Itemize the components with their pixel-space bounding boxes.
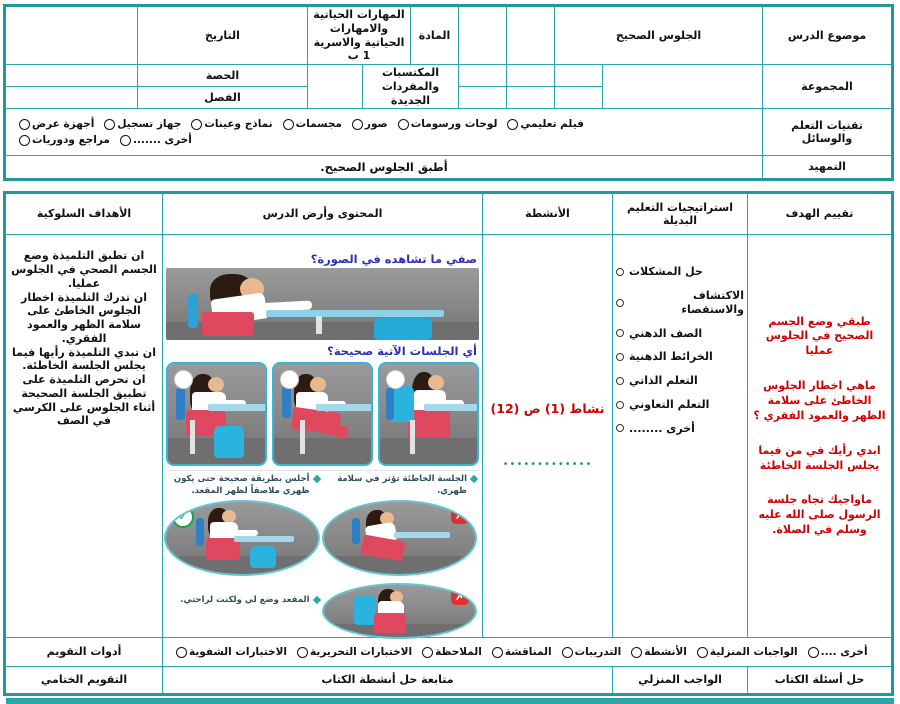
chair-back (196, 518, 204, 546)
media-option-solids[interactable] (283, 118, 342, 131)
header-row-topic (4, 6, 892, 65)
intro-row (4, 156, 892, 180)
topic-blank-2[interactable] (459, 6, 507, 65)
textbook-text-right (168, 473, 320, 498)
assessment-grid (166, 646, 888, 659)
assessment-option-homework[interactable] (697, 646, 798, 659)
media-option-label: جهاز تسجيل (117, 117, 182, 130)
strategy-item-discovery[interactable] (616, 289, 744, 317)
objective-item: ان تحرص التلميذة على تطبيق الجلسة الصحيحة أثناء الجلوس على الكرسي في الصف (12, 373, 156, 428)
class-cell-2[interactable] (507, 87, 555, 109)
class-cell-1[interactable] (555, 87, 603, 109)
goal-eval-item: ابدي رأيك في من فيما يجلس الجلسة الخاطئة (758, 443, 881, 472)
final-eval-label: التقويم الختامي (5, 667, 163, 695)
class-value[interactable] (4, 87, 137, 109)
media-options (4, 109, 762, 156)
photo-correct-posture (164, 500, 320, 576)
chair-back (176, 388, 185, 420)
media-grid-second-line (9, 134, 759, 147)
desk-leg (410, 420, 415, 454)
assessment-option-discussion[interactable] (492, 646, 552, 659)
photo-slouching-posture (166, 268, 479, 340)
bottom-accent-strip (6, 698, 894, 704)
head (310, 377, 326, 392)
media-grid (9, 118, 759, 131)
checkbox-icon[interactable] (191, 119, 202, 130)
textbook-bottom-left (326, 580, 478, 639)
column-header-strategies: استراتيجيات التعليم البديلة (613, 193, 748, 235)
textbook-bottom-right (168, 580, 320, 639)
assessment-option-label: الواجبات المنزلية (709, 645, 798, 658)
column-header-activities: الأنشطة (483, 193, 613, 235)
objective-item: ان تبدي التلميذة رأيها فيما يجلس الجلسة الخاطئة. (12, 345, 156, 373)
school-bag (250, 546, 276, 568)
checkbox-icon[interactable] (507, 119, 518, 130)
media-option-projector[interactable] (19, 118, 94, 131)
checkbox-icon[interactable] (562, 647, 573, 658)
assessment-option-other[interactable] (808, 646, 868, 659)
posture-option-2[interactable] (272, 362, 373, 466)
media-option-label: أخرى ....... (132, 133, 192, 146)
body-header-row (5, 193, 893, 235)
student-figure (196, 272, 346, 340)
goal-eval-item: ماهي اخطار الجلوس الخاطئ على سلامة الظهر والعمود الفقري ؟ (753, 379, 886, 422)
content-question-1: صفي ما تشاهده في الصورة؟ (310, 251, 477, 266)
textbook-bottom-row (168, 580, 477, 639)
media-option-pictures[interactable] (352, 118, 388, 131)
new-vocab-label: المكتسبات والمفردات الجديدة (363, 65, 459, 109)
goal-eval-cell (748, 235, 893, 638)
assessment-option-observation[interactable] (422, 646, 482, 659)
assessment-option-label: الأنشطة (644, 645, 687, 658)
vocab-blank[interactable] (307, 65, 362, 109)
chair-back (352, 518, 360, 544)
assessment-option-label: الاختبارات التحريرية (310, 645, 413, 658)
media-option-models[interactable] (191, 118, 272, 131)
body-content-row (5, 235, 893, 638)
homework-label: الواجب المنزلي (613, 667, 748, 695)
strategy-item-mind-maps[interactable] (616, 350, 744, 364)
textbook-left-half (326, 473, 478, 577)
group-blank[interactable] (603, 65, 763, 109)
group-cell-3[interactable] (459, 65, 507, 87)
assessment-option-label: الملاحظة (435, 645, 482, 658)
photo-wrong-posture-2 (322, 583, 478, 639)
objectives-cell (5, 235, 163, 638)
homework-value: حل أسئلة الكتاب (748, 667, 893, 695)
objective-item: ان تدرك التلميذة اخطار الجلوس الخاطئ على سلامة الظهر والعمود الفقري. (20, 290, 148, 345)
media-option-label: فيلم تعليمي (520, 117, 584, 130)
desk-top (234, 536, 294, 542)
lesson-topic-value: الجلوس الصحيح (555, 6, 763, 65)
final-eval-row (5, 667, 893, 695)
head (428, 375, 444, 390)
group-cell-1[interactable] (555, 65, 603, 87)
skirt (202, 312, 254, 336)
media-option-recorder[interactable] (104, 118, 181, 131)
strategy-item-problem-solving[interactable] (616, 265, 744, 279)
textbook-text-bottom (168, 580, 320, 606)
checkbox-icon[interactable] (808, 647, 819, 658)
strategy-item-self-learning[interactable] (616, 374, 744, 388)
media-option-label: لوحات ورسومات (410, 117, 498, 130)
goal-eval-item: طبقي وضع الجسم الصحيح في الجلوس عمليا (765, 314, 874, 358)
media-option-label: أجهزة عرض (31, 117, 95, 130)
checkbox-icon[interactable] (398, 119, 409, 130)
strategy-item-cooperative[interactable] (616, 398, 744, 412)
header-row-group (4, 65, 892, 87)
chair-back (282, 386, 291, 418)
checkbox-icon[interactable] (176, 647, 187, 658)
period-label: الحصة (137, 65, 307, 87)
subject-value: المهارات الحياتية والامهارات الحياتية والاسرية 1 ب (307, 6, 410, 65)
answer-circle[interactable] (174, 370, 193, 389)
checkbox-icon[interactable] (297, 647, 308, 658)
strategy-label: الصف الذهني (629, 326, 703, 340)
assessment-option-activities[interactable] (631, 646, 687, 659)
strategy-label: التعلم التعاوني (629, 397, 710, 411)
student-figure (360, 510, 430, 570)
desk-top (266, 310, 444, 317)
skirt (360, 535, 405, 562)
content-question-2: أي الجلسات الآتية صحيحة؟ (327, 344, 477, 359)
strategies-cell (613, 235, 748, 638)
strategy-label: أخرى ........ (629, 421, 695, 435)
textbook-text-left-value: الجلسة الخاطئة تؤثر في سلامة ظهري. (337, 473, 467, 496)
textbook-text-right-value: أجلس بطريقة صحيحة حتى يكون ظهري ملاصقاً لظهر المقعد. (173, 473, 310, 496)
assessment-option-label: أخرى .... (820, 645, 868, 658)
media-option-charts[interactable] (398, 118, 498, 131)
desk-leg (190, 420, 195, 454)
activity-dots: ••••••••••••• (502, 458, 593, 470)
assessment-tools-options (163, 638, 893, 667)
correct-check-icon: ✓ (172, 506, 194, 528)
answer-circle[interactable] (280, 370, 299, 389)
final-eval-value: متابعة حل أنشطة الكتاب (163, 667, 613, 695)
objective-item: ان تطبق التلميذة وضع الجسم الصحي في الجلوس عمليا. (11, 249, 157, 290)
diamond-bullet-icon (312, 474, 320, 482)
intro-value: أطبق الجلوس الصحيح. (4, 156, 762, 180)
textbook-top-row (168, 473, 477, 577)
media-row (4, 109, 892, 156)
intro-label: التمهيد (763, 156, 893, 180)
assessment-option-written[interactable] (297, 646, 412, 659)
column-header-objectives: الأهداف السلوكية (5, 193, 163, 235)
assessment-tools-label: أدوات التقويم (5, 638, 163, 667)
desk-top (424, 404, 477, 411)
checkbox-icon[interactable] (19, 119, 30, 130)
media-option-label: مراجع ودوريات (31, 133, 110, 146)
checkbox-icon[interactable] (104, 119, 115, 130)
bullet-circle-icon (616, 268, 624, 276)
desk-top (316, 404, 371, 411)
checkbox-icon[interactable] (352, 119, 363, 130)
class-cell-3[interactable] (459, 87, 507, 109)
strategy-item-brainstorm[interactable] (616, 327, 744, 341)
skirt (374, 613, 406, 633)
bullet-circle-icon (616, 353, 624, 361)
strategy-label: الخرائط الذهنية (629, 350, 713, 364)
assessment-option-oral[interactable] (176, 646, 287, 659)
checkbox-icon[interactable] (19, 135, 30, 146)
checkbox-icon[interactable] (422, 647, 433, 658)
wrong-cross-icon: ✗ (451, 506, 469, 524)
diamond-bullet-icon (312, 596, 320, 604)
media-option-references[interactable] (19, 134, 110, 147)
wrong-cross-icon: ✗ (451, 587, 469, 605)
date-label: التاريخ (137, 6, 307, 65)
header-table (3, 4, 894, 181)
media-option-label: صور (364, 117, 388, 130)
checkbox-icon[interactable] (283, 119, 294, 130)
media-label: تقنيات التعلم والوسائل (763, 109, 893, 156)
strategy-label: الاكتشاف والاستقصاء (681, 289, 744, 316)
media-option-film[interactable] (507, 118, 583, 131)
content-cell (163, 235, 483, 638)
diamond-bullet-icon (470, 474, 478, 482)
column-header-goal-eval: تقييم الهدف (748, 193, 893, 235)
media-option-label: نماذج وعينات (204, 117, 273, 130)
lesson-topic-label: موضوع الدرس (763, 6, 893, 65)
group-label: المجموعة (763, 65, 893, 109)
posture-option-1[interactable] (166, 362, 267, 466)
chair-back (386, 388, 394, 420)
bullet-circle-icon (616, 401, 624, 409)
topic-blank-1[interactable] (507, 6, 555, 65)
strategy-item-other[interactable] (616, 422, 744, 436)
checkbox-icon[interactable] (120, 135, 131, 146)
leg (321, 421, 349, 439)
subject-label: المادة (411, 6, 459, 65)
strategy-label: حل المشكلات (629, 265, 703, 279)
activity-reference: نشاط (1) ص (12) (490, 401, 605, 417)
checkbox-icon[interactable] (631, 647, 642, 658)
goal-eval-item: ماواجبك تجاه جلسة الرسول صلى الله عليه وسلم في الصلاة. (758, 493, 881, 537)
bullet-circle-icon (616, 329, 624, 337)
student-figure (372, 589, 432, 637)
textbook-text-left (326, 473, 478, 498)
checkbox-icon[interactable] (492, 647, 503, 658)
body-table (3, 191, 894, 696)
bullet-circle-icon (616, 377, 624, 385)
assessment-option-exercises[interactable] (562, 646, 622, 659)
assessment-option-label: المناقشة (504, 645, 552, 658)
posture-options-row (166, 362, 479, 466)
group-cell-2[interactable] (507, 65, 555, 87)
textbook-text-bottom-value: المقعد وضع لي ولكنت لراحتي. (180, 595, 310, 606)
checkbox-icon[interactable] (697, 647, 708, 658)
activities-cell (483, 235, 613, 638)
answer-circle[interactable] (386, 370, 405, 389)
school-bag (214, 426, 244, 458)
period-value[interactable] (4, 65, 137, 87)
media-option-other[interactable] (120, 134, 192, 147)
table-gap (6, 181, 894, 191)
head (208, 377, 224, 392)
date-value[interactable] (4, 6, 137, 65)
assessment-option-label: التدريبات (574, 645, 622, 658)
bullet-circle-icon (616, 299, 624, 307)
photo-wrong-posture-1 (322, 500, 478, 576)
strategy-label: التعلم الذاتي (629, 374, 698, 387)
school-bag (374, 318, 432, 340)
textbook-right-half (168, 473, 320, 577)
media-option-label: مجسمات (295, 117, 342, 130)
desk-leg (316, 316, 322, 334)
bullet-circle-icon (616, 424, 624, 432)
desk-top (394, 532, 450, 538)
posture-option-3[interactable] (378, 362, 479, 466)
assessment-tools-row (5, 638, 893, 667)
desk-leg (300, 420, 305, 454)
assessment-option-label: الاختبارات الشفوية (189, 645, 288, 658)
textbook-page-panel (166, 470, 479, 623)
column-header-content: المحتوى وأرض الدرس (163, 193, 483, 235)
class-label: الفصل (137, 87, 307, 109)
desk-top (208, 404, 265, 411)
chair-back (188, 294, 198, 328)
